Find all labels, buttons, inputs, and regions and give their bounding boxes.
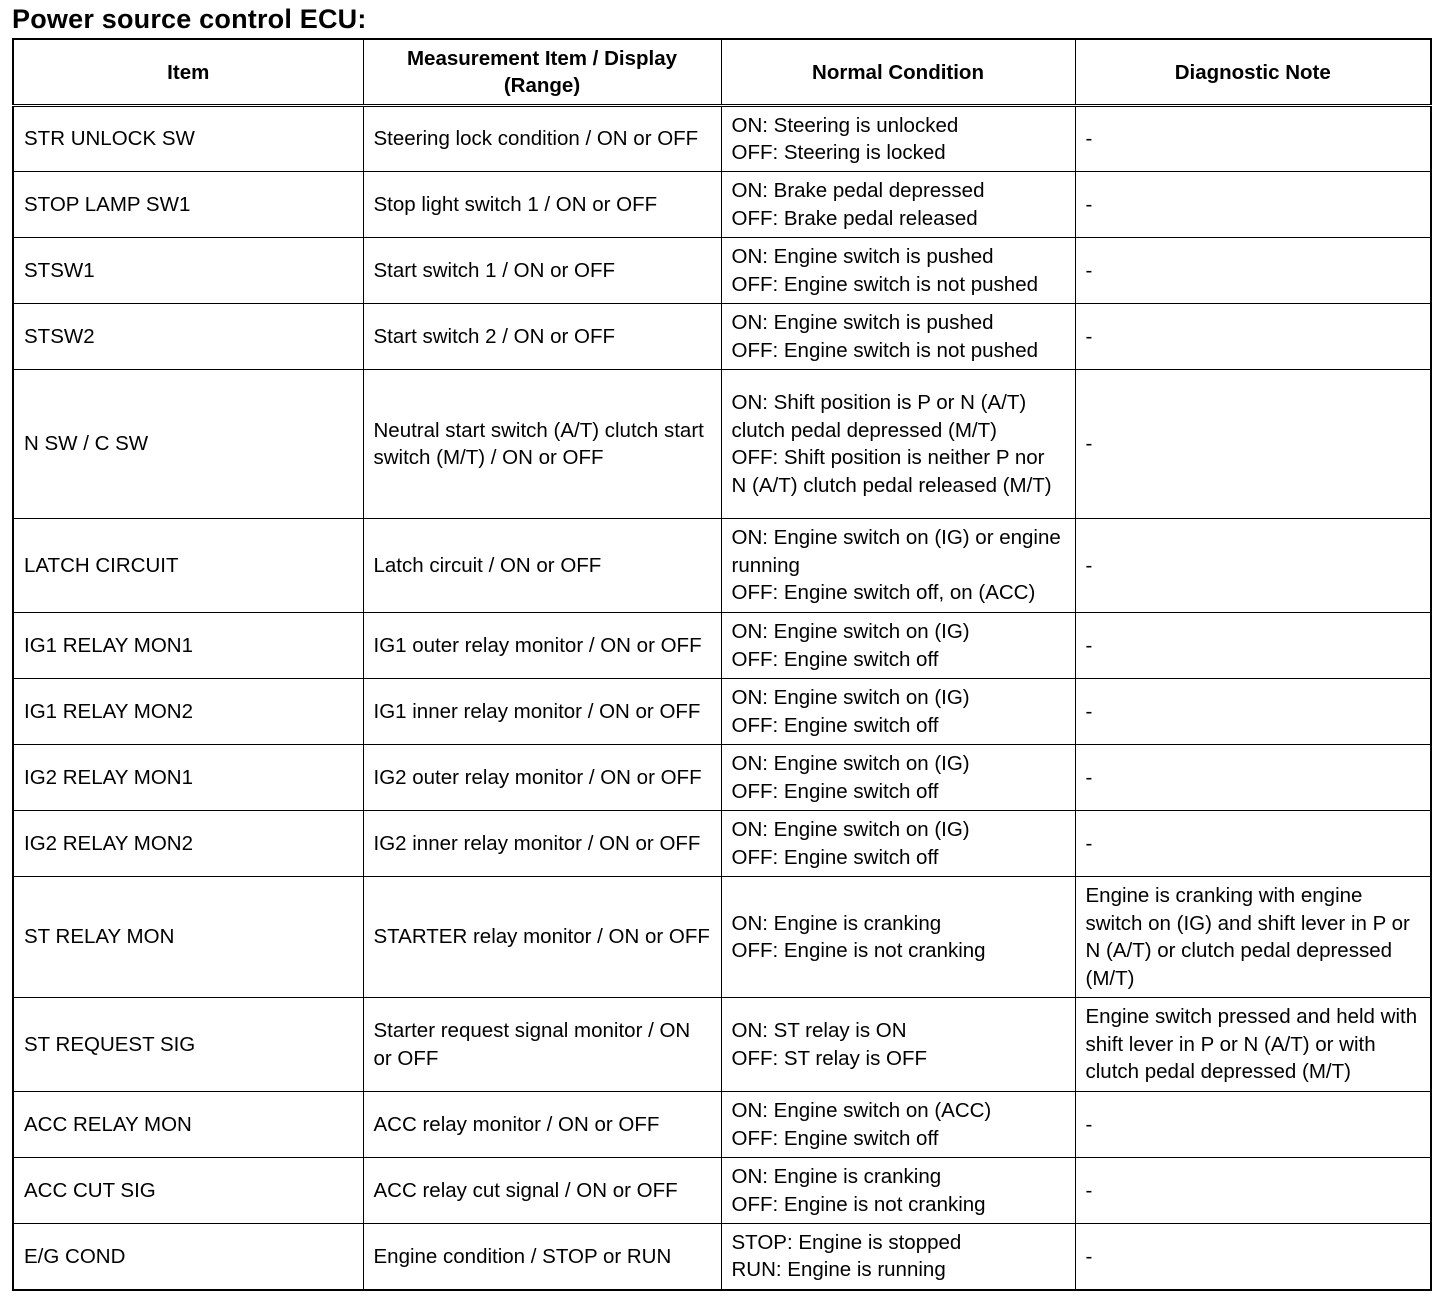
cell-measurement: Starter request signal monitor / ON or OFF: [363, 998, 721, 1092]
cell-measurement: ACC relay cut signal / ON or OFF: [363, 1158, 721, 1224]
normal-condition-line: OFF: Engine switch off: [731, 1126, 939, 1150]
cell-normal-condition: [721, 370, 1075, 519]
normal-condition-line: OFF: Engine switch is not pushed: [731, 272, 1039, 296]
table-row: [13, 998, 1431, 1092]
cell-diagnostic-note: -: [1075, 238, 1431, 304]
normal-condition-line: ON: Engine switch on (IG): [731, 686, 970, 709]
cell-diagnostic-note: -: [1075, 613, 1431, 679]
normal-condition-line: ON: Engine is cranking: [731, 911, 942, 935]
cell-measurement: IG2 inner relay monitor / ON or OFF: [363, 811, 721, 877]
cell-diagnostic-note: Engine switch pressed and held with shift lever in P or N (A/T) or with clutch pedal depressed (M/T): [1075, 998, 1431, 1092]
cell-item: LATCH CIRCUIT: [13, 519, 363, 613]
table-row: [13, 613, 1431, 679]
cell-item: ST REQUEST SIG: [13, 998, 363, 1092]
cell-item: ACC RELAY MON: [13, 1092, 363, 1158]
table-row: [13, 106, 1431, 172]
normal-condition-line: OFF: Engine switch off, on (ACC): [731, 581, 1036, 605]
normal-condition-line: ON: Engine switch is pushed: [731, 311, 994, 334]
table-header-row: [13, 39, 1431, 106]
normal-condition-line: ON: Brake pedal depressed: [731, 179, 985, 202]
cell-item: IG2 RELAY MON1: [13, 745, 363, 811]
header-normal-condition: Normal Condition: [721, 39, 1075, 106]
cell-diagnostic-note: -: [1075, 1224, 1431, 1290]
cell-normal-condition: [721, 1092, 1075, 1158]
cell-item: STSW1: [13, 238, 363, 304]
table-row: [13, 877, 1431, 998]
normal-condition-line: OFF: Engine switch off: [731, 713, 939, 737]
table-row: [13, 519, 1431, 613]
cell-measurement: STARTER relay monitor / ON or OFF: [363, 877, 721, 998]
cell-normal-condition: [721, 811, 1075, 877]
cell-diagnostic-note: -: [1075, 745, 1431, 811]
cell-measurement: IG1 outer relay monitor / ON or OFF: [363, 613, 721, 679]
cell-normal-condition: [721, 745, 1075, 811]
cell-diagnostic-note: -: [1075, 519, 1431, 613]
cell-item: STOP LAMP SW1: [13, 172, 363, 238]
cell-diagnostic-note: -: [1075, 679, 1431, 745]
cell-diagnostic-note: -: [1075, 304, 1431, 370]
cell-item: IG1 RELAY MON2: [13, 679, 363, 745]
table-row: [13, 745, 1431, 811]
normal-condition-line: RUN: Engine is running: [731, 1258, 946, 1282]
normal-condition-line: ON: Engine switch is pushed: [731, 245, 994, 268]
normal-condition-line: OFF: Engine is not cranking: [731, 939, 986, 962]
cell-diagnostic-note: -: [1075, 370, 1431, 519]
cell-normal-condition: [721, 106, 1075, 172]
normal-condition-line: ON: Engine switch on (IG): [731, 620, 970, 643]
cell-item: IG1 RELAY MON1: [13, 613, 363, 679]
cell-normal-condition: [721, 304, 1075, 370]
cell-measurement: Steering lock condition / ON or OFF: [363, 106, 721, 172]
cell-diagnostic-note: -: [1075, 811, 1431, 877]
cell-diagnostic-note: Engine is cranking with engine switch on (IG) and shift lever in P or N (A/T) or clutch pedal depressed (M/T): [1075, 877, 1431, 998]
cell-normal-condition: [721, 613, 1075, 679]
normal-condition-line: ON: Engine is cranking: [731, 1165, 942, 1188]
normal-condition-line: OFF: Engine switch is not pushed: [731, 338, 1039, 362]
cell-item: E/G COND: [13, 1224, 363, 1290]
cell-normal-condition: [721, 519, 1075, 613]
normal-condition-line: OFF: Steering is locked: [731, 141, 946, 164]
cell-item: ST RELAY MON: [13, 877, 363, 998]
normal-condition-line: ON: ST relay is ON: [731, 1019, 907, 1042]
normal-condition-line: OFF: Shift position is neither P nor N (A/T) clutch pedal released (M/T): [731, 446, 1052, 497]
cell-normal-condition: [721, 1224, 1075, 1290]
normal-condition-line: ON: Engine switch on (ACC): [731, 1099, 992, 1122]
table-row: [13, 679, 1431, 745]
normal-condition-line: ON: Engine switch on (IG) or engine running: [731, 526, 1061, 577]
cell-measurement: IG2 outer relay monitor / ON or OFF: [363, 745, 721, 811]
normal-condition-line: OFF: Engine switch off: [731, 845, 939, 869]
normal-condition-line: ON: Engine switch on (IG): [731, 818, 970, 841]
header-measurement: Measurement Item / Display (Range): [363, 39, 721, 106]
cell-diagnostic-note: -: [1075, 106, 1431, 172]
normal-condition-line: STOP: Engine is stopped: [731, 1230, 962, 1254]
table-row: [13, 811, 1431, 877]
cell-normal-condition: [721, 998, 1075, 1092]
normal-condition-line: ON: Steering is unlocked: [731, 113, 959, 137]
cell-normal-condition: [721, 1158, 1075, 1224]
table-row: [13, 370, 1431, 519]
normal-condition-line: ON: Engine switch on (IG): [731, 752, 970, 775]
normal-condition-line: OFF: Engine switch off: [731, 647, 939, 671]
cell-item: IG2 RELAY MON2: [13, 811, 363, 877]
normal-condition-line: ON: Shift position is P or N (A/T) clutch pedal depressed (M/T): [731, 391, 1027, 442]
table-row: [13, 1092, 1431, 1158]
table-row: [13, 1158, 1431, 1224]
normal-condition-line: OFF: Engine is not cranking: [731, 1192, 986, 1216]
table-row: [13, 304, 1431, 370]
header-item: Item: [13, 39, 363, 106]
normal-condition-line: OFF: Engine switch off: [731, 779, 939, 803]
cell-diagnostic-note: -: [1075, 1158, 1431, 1224]
cell-measurement: IG1 inner relay monitor / ON or OFF: [363, 679, 721, 745]
cell-normal-condition: [721, 679, 1075, 745]
data-list-table: [12, 38, 1432, 1291]
cell-normal-condition: [721, 877, 1075, 998]
cell-measurement: ACC relay monitor / ON or OFF: [363, 1092, 721, 1158]
cell-measurement: Stop light switch 1 / ON or OFF: [363, 172, 721, 238]
cell-measurement: Latch circuit / ON or OFF: [363, 519, 721, 613]
normal-condition-line: OFF: Brake pedal released: [731, 206, 978, 230]
cell-measurement: Start switch 2 / ON or OFF: [363, 304, 721, 370]
cell-item: N SW / C SW: [13, 370, 363, 519]
table-row: [13, 1224, 1431, 1290]
cell-diagnostic-note: -: [1075, 172, 1431, 238]
page-title: Power source control ECU:: [12, 4, 367, 34]
header-diagnostic-note: Diagnostic Note: [1075, 39, 1431, 106]
cell-measurement: Engine condition / STOP or RUN: [363, 1224, 721, 1290]
cell-item: STR UNLOCK SW: [13, 106, 363, 172]
cell-normal-condition: [721, 172, 1075, 238]
cell-measurement: Neutral start switch (A/T) clutch start switch (M/T) / ON or OFF: [363, 370, 721, 519]
table-row: [13, 238, 1431, 304]
cell-measurement: Start switch 1 / ON or OFF: [363, 238, 721, 304]
normal-condition-line: OFF: ST relay is OFF: [731, 1046, 928, 1070]
cell-item: STSW2: [13, 304, 363, 370]
cell-diagnostic-note: -: [1075, 1092, 1431, 1158]
table-row: [13, 172, 1431, 238]
cell-normal-condition: [721, 238, 1075, 304]
cell-item: ACC CUT SIG: [13, 1158, 363, 1224]
